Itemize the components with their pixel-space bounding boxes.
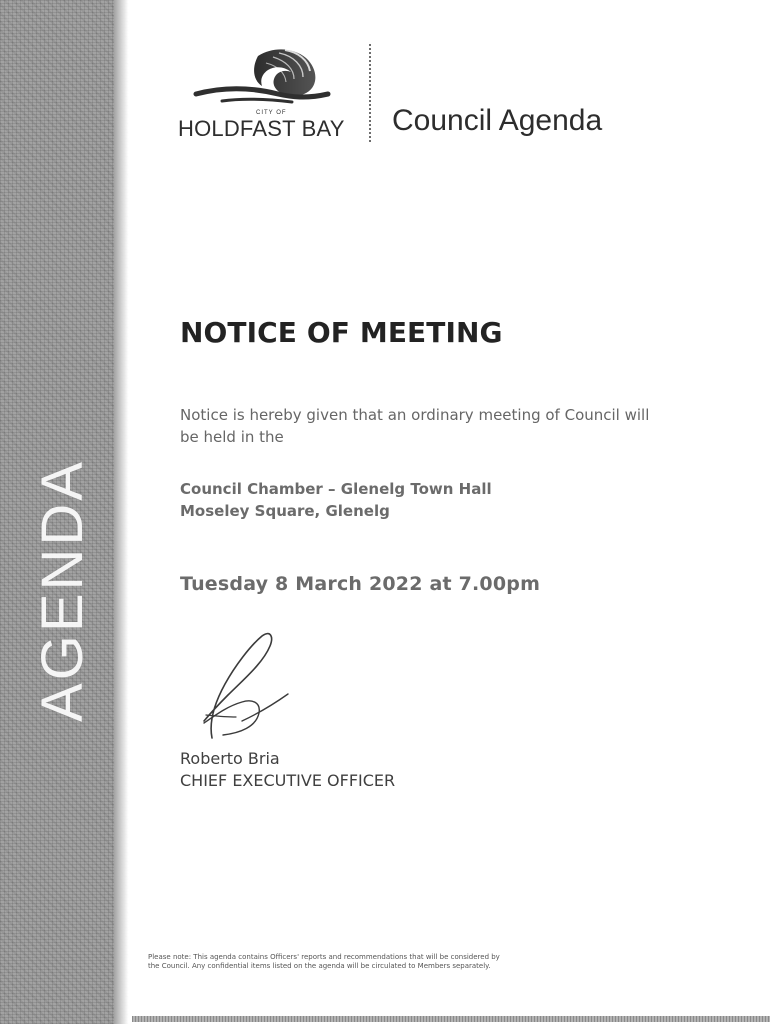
signer-name: Roberto Bria: [180, 749, 280, 768]
notice-heading: NOTICE OF MEETING: [180, 316, 503, 349]
signature-icon: [170, 618, 300, 748]
header-dotted-divider: [369, 44, 371, 142]
footer-note: Please note: This agenda contains Officers' reports and recommendations that will be considered by the Council. Any confidential items listed on the agenda will be circulated to Members separately.: [148, 953, 500, 970]
notice-body: Notice is hereby given that an ordinary meeting of Council will be held in the: [180, 406, 650, 446]
signer-title: CHIEF EXECUTIVE OFFICER: [180, 771, 396, 790]
logo-city-text: CITY OF: [256, 110, 287, 116]
meeting-location: [180, 478, 492, 522]
logo-name-text: HOLDFAST BAY: [178, 116, 345, 141]
agenda-vertical-text: AGENDA: [29, 458, 95, 722]
bottom-scan-rule: [132, 1016, 770, 1022]
location-line-2: Moseley Square, Glenelg: [180, 502, 390, 520]
agenda-vertical-label: [29, 410, 95, 770]
holdfast-bay-logo: [170, 38, 360, 143]
location-line-1: Council Chamber – Glenelg Town Hall: [180, 480, 492, 498]
meeting-datetime: Tuesday 8 March 2022 at 7.00pm: [180, 573, 541, 595]
page-title: Council Agenda: [392, 104, 603, 137]
logo-wave-icon: [190, 38, 340, 116]
signer-block: [180, 748, 395, 792]
